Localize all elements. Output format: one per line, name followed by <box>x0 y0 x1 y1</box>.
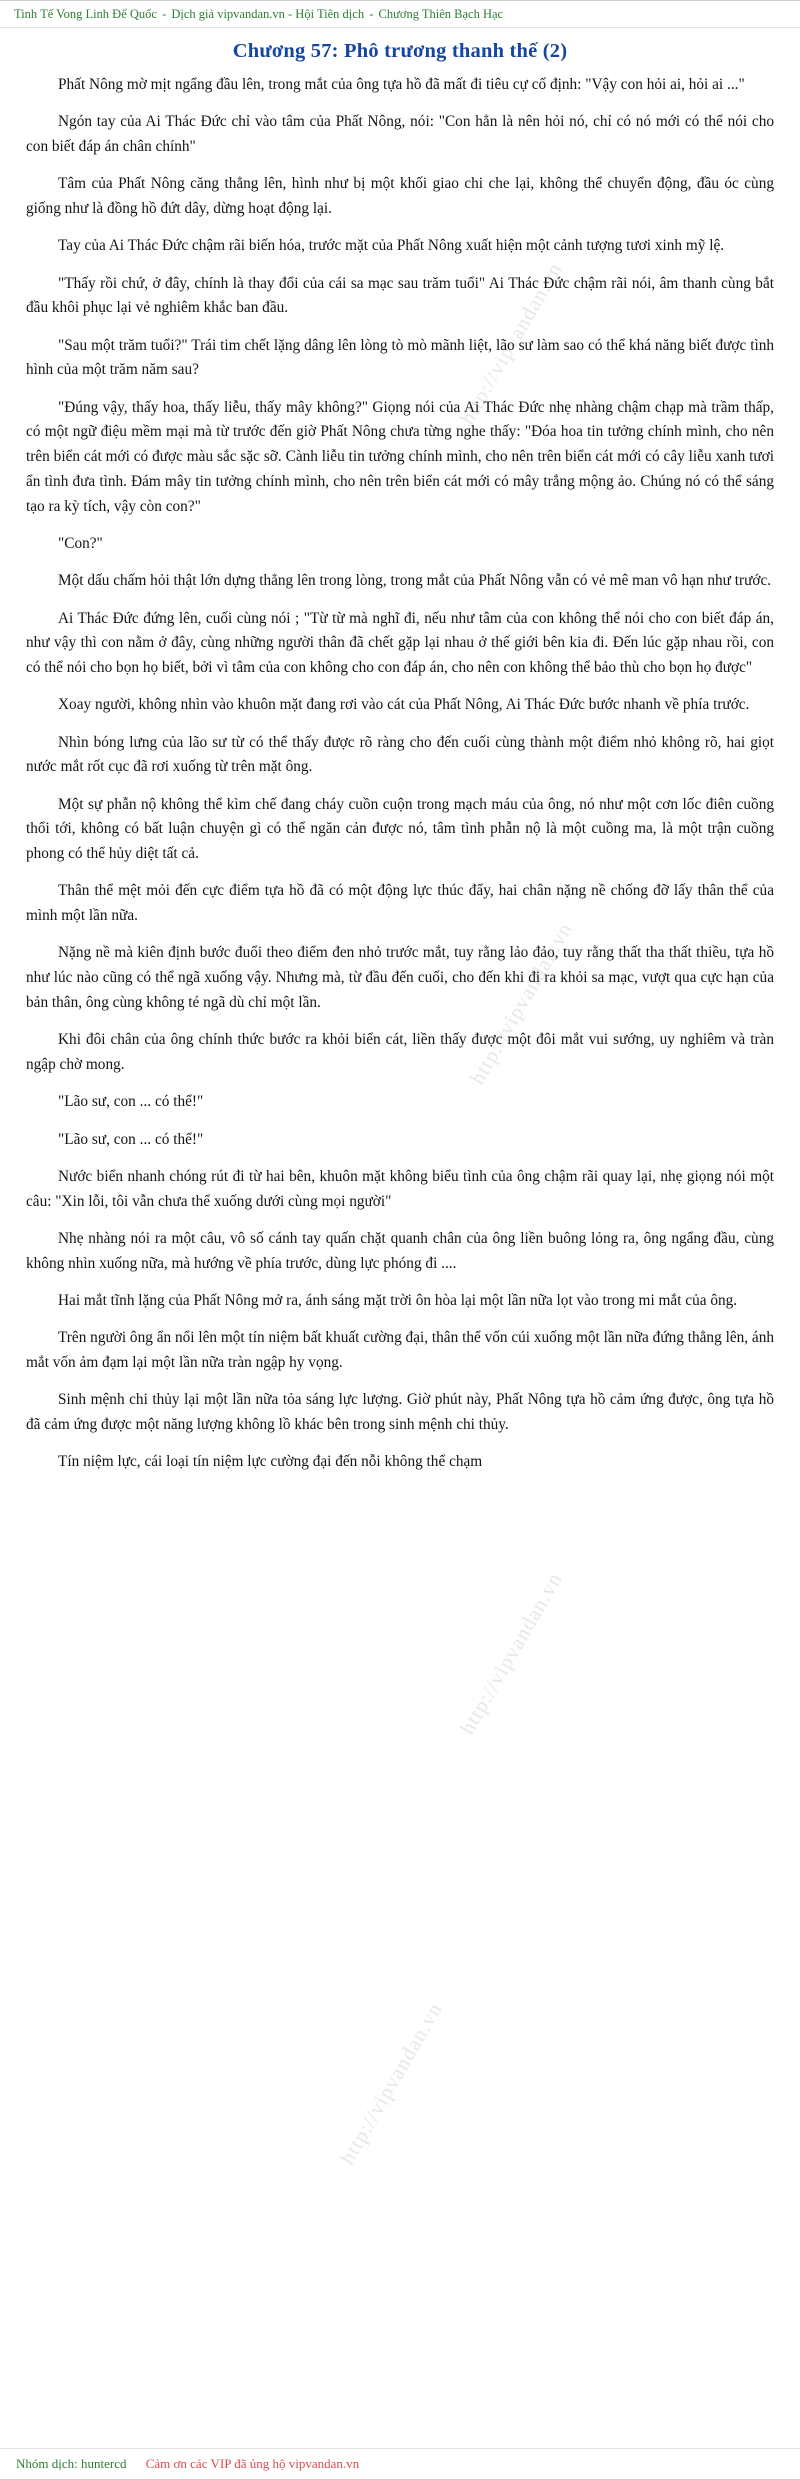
paragraph: Một sự phẫn nộ không thể kìm chế đang cháy cuồn cuộn trong mạch máu của ông, nó như một cơn lốc điên cuồng thổi tới, không có bất luận chuyện gì có thể ngăn cản được nó, tâm tình phẫn nộ là một cuồng ma, là một trận cuồng phong có thể hủy diệt tất cả. <box>26 795 774 863</box>
translation-group-label: Nhóm dịch: huntercd <box>16 2456 127 2471</box>
paragraph: "Sau một trăm tuổi?" Trái tim chết lặng dâng lên lòng tò mò mãnh liệt, lão sư làm sao có thể khá năng biết được tình hình của một trăm năm sau? <box>26 336 774 379</box>
paragraph: Xoay người, không nhìn vào khuôn mặt đang rơi vào cát của Phất Nông, Ai Thác Đức bước nhanh về phía trước. <box>58 696 750 714</box>
paragraph: Nước biển nhanh chóng rút đi từ hai bên, khuôn mặt không biểu tình của ông chậm rãi quay lại, nhẹ giọng nói một câu: "Xin lỗi, tôi vẫn chưa thể xuống dưới cùng mọi người" <box>26 1167 774 1210</box>
novel-title-header: Tinh Tế Vong Linh Để Quốc <box>14 7 157 21</box>
paragraph: Nhìn bóng lưng của lão sư từ có thể thấy được rõ ràng cho đến cuối cùng thành một điểm nhỏ không rõ, hai giọt nước mắt rốt cục đã rơi xuống từ trên mặt ông. <box>26 733 774 776</box>
paragraph: Ngón tay của Ai Thác Đức chỉ vào tâm của Phất Nông, nói: "Con hẳn là nên hỏi nó, chỉ có nó mới có thể nói cho con biết đáp án chân chính" <box>26 113 774 156</box>
paragraph: Hai mắt tĩnh lặng của Phất Nông mở ra, ánh sáng mặt trời ôn hòa lại một lần nữa lọt vào trong mi mắt của ông. <box>58 1291 738 1309</box>
watermark-1: http://vipvandan.vn <box>454 258 568 429</box>
paragraph: Một dấu chấm hỏi thật lớn dựng thẳng lên trong lòng, trong mắt của Phất Nông vẫn có vẻ mê man vô hạn như trước. <box>58 572 772 590</box>
paragraph: "Thấy rồi chứ, ở đây, chính là thay đổi của cái sa mạc sau trăm tuổi" Ai Thác Đức chậm rãi nói, âm thanh cùng bắt đầu khôi phục lại vẻ nghiêm khắc ban đầu. <box>26 274 774 317</box>
chapter-body <box>0 73 800 1475</box>
paragraph: Thân thể mệt mỏi đến cực điểm tựa hồ đã có một động lực thúc đẩy, hai chân nặng nề chống đỡ lấy thân thể của mình một lần nữa. <box>26 882 774 925</box>
watermark-2: http://vipvandan.vn <box>464 918 578 1089</box>
paragraph: Nhẹ nhàng nói ra một câu, vô số cánh tay quấn chặt quanh chân của ông liền buông lỏng ra, ông ngẩng đầu, cùng không nhìn xuống nữa, mà hướng về phía trước, dùng lực phóng đi .... <box>26 1229 774 1272</box>
site-header-bar <box>0 1 800 28</box>
watermark-4: http://vipvandan.vn <box>334 1998 448 2169</box>
vip-thanks-note: Cảm ơn các VIP đã ủng hộ vipvandan.vn <box>145 2456 360 2471</box>
paragraph: Trên người ông ẩn nổi lên một tín niệm bất khuất cường đại, thân thể vốn cúi xuống một lần nữa đứng thẳng lên, ánh mắt vốn ảm đạm lại một lần nữa tràn ngập hy vọng. <box>26 1329 774 1371</box>
paragraph: Tín niệm lực, cái loại tín niệm lực cường đại đến nỗi không thể chạm <box>58 1453 483 1471</box>
paragraph: Nặng nề mà kiên định bước đuổi theo điểm đen nhỏ trước mắt, tuy rằng lảo đảo, tuy rằng thất tha thất thiều, tựa hồ như lúc nào cũng có thể ngã xuống vậy. Nhưng mà, từ đầu đến cuối, cho đến khi đi ra khỏi sa mạc, vượt qua cực hạn của bản thân, ông cùng không té ngã dù chỉ một lần. <box>26 944 774 1011</box>
header-separator-1: - <box>162 7 170 21</box>
chapter-source-header: Chương Thiên Bạch Hạc <box>378 7 504 21</box>
header-separator-2: - <box>369 7 377 21</box>
page-footer <box>0 2448 800 2479</box>
paragraph: "Con?" <box>58 534 103 552</box>
paragraph: Tay của Ai Thác Đức chậm rãi biến hóa, trước mặt của Phất Nông xuất hiện một cảnh tượng tươi xinh mỹ lệ. <box>58 237 725 255</box>
page-title: Chương 57: Phô trương thanh thế (2) <box>232 40 568 62</box>
paragraph: Khi đôi chân của ông chính thức bước ra khỏi biển cát, liền thấy được một đôi mắt vui sướng, uy nghiêm và tràn ngập chờ mong. <box>26 1031 774 1073</box>
paragraph: Ai Thác Đức đứng lên, cuối cùng nói ; "Từ từ mà nghĩ đi, nếu như tâm của con không thể nói cho con biết đáp án, như vậy thì con nằm ở đây, cùng những người thân đã chết gặp lại nhau ở thế giới bên kia đi. Đến lúc gặp nhau rồi, con có thể nói cho bọn họ biết, bởi vì tâm của con không cho con đáp án, cho nên con không thể bảo thù cho bọn họ được" <box>26 609 774 677</box>
translator-credit-header: Dịch giả vipvandan.vn - Hội Tiên dịch <box>171 7 365 21</box>
paragraph: "Đúng vậy, thấy hoa, thấy liễu, thấy mây không?" Giọng nói của Ai Thác Đức nhẹ nhàng chậm chạp mà trầm thấp, có một ngữ điệu mềm mại mà từ trước đến giờ Phất Nông chưa từng nghe thấy: "Đóa hoa tin tưởng chính mình, cho nên trên biển cát mới có được màu sắc sặc sỡ. Cành liễu tin tưởng chính mình, cho nên trên biển cát mới có cây liễu xanh tươi ẩn tình đưa tình. Đám mây tin tưởng chính mình, cho nên trên biển cát mới có mây trắng mộng ảo. Chúng nó có thể sáng tạo ra kỳ tích, vậy còn con?" <box>26 398 774 515</box>
paragraph: Tâm của Phất Nông căng thẳng lên, hình như bị một khối giao chi che lại, không thể chuyển động, đầu óc cùng giống như là đồng hồ đứt dây, dừng hoạt động lại. <box>26 175 774 218</box>
paragraph: Sinh mệnh chi thủy lại một lần nữa tỏa sáng lực lượng. Giờ phút này, Phất Nông tựa hồ cảm ứng được, ông tựa hồ đã cảm ứng được một năng lượng không lồ khác bên trong sinh mệnh chi thủy. <box>26 1391 774 1433</box>
paragraph: "Lão sư, con ... có thể!" <box>58 1093 204 1111</box>
paragraph: "Lão sư, con ... có thể!" <box>58 1130 204 1148</box>
watermark-3: http://vipvandan.vn <box>454 1568 568 1739</box>
paragraph: Phất Nông mờ mịt ngẩng đầu lên, trong mắt của ông tựa hồ đã mất đi tiêu cự cố định: "Vậy con hỏi ai, hỏi ai ..." <box>58 76 745 93</box>
